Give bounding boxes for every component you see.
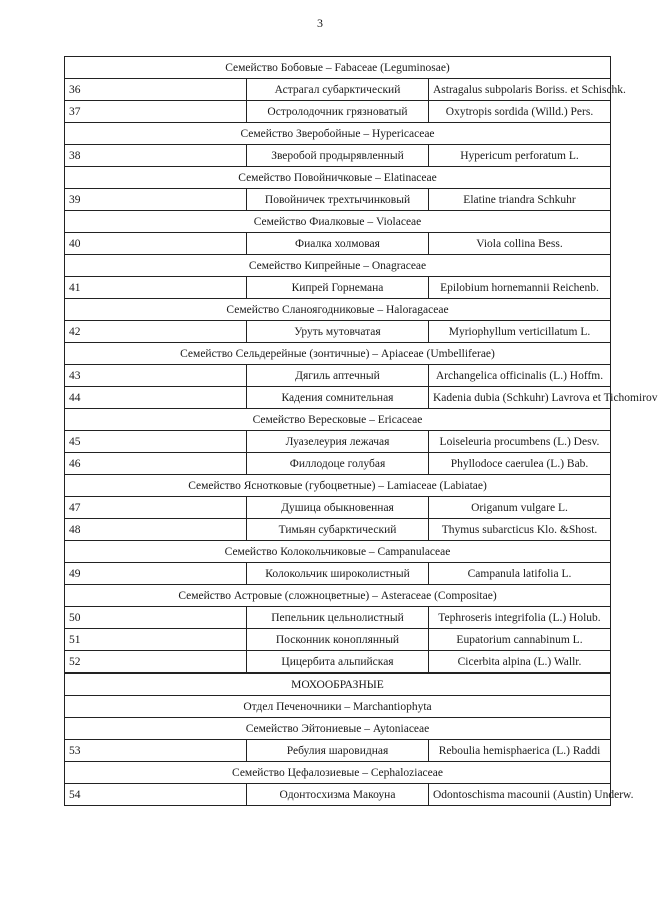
- latin-name: Epilobium hornemannii Reichenb.: [429, 277, 611, 299]
- russian-name: Тимьян субарктический: [247, 519, 429, 541]
- latin-name: Odontoschisma macounii (Austin) Underw.: [429, 784, 611, 806]
- family-row: [65, 57, 611, 79]
- family-heading: Семейство Цефалозиевые – Cephaloziaceae: [65, 762, 611, 784]
- family-row: [65, 255, 611, 277]
- family-row: [65, 211, 611, 233]
- species-row: [65, 387, 611, 409]
- row-number: 42: [65, 321, 247, 343]
- family-heading: Семейство Сланоягодниковые – Haloragaceae: [65, 299, 611, 321]
- russian-name: Филлодоце голубая: [247, 453, 429, 475]
- russian-name: Дягиль аптечный: [247, 365, 429, 387]
- row-number: 48: [65, 519, 247, 541]
- latin-name: Reboulia hemisphaerica (L.) Raddi: [429, 740, 611, 762]
- family-heading: Семейство Эйтониевые – Aytoniaceae: [65, 718, 611, 740]
- row-number: 50: [65, 607, 247, 629]
- row-number: 49: [65, 563, 247, 585]
- family-row: [65, 475, 611, 497]
- latin-name: Viola collina Bess.: [429, 233, 611, 255]
- row-number: 53: [65, 740, 247, 762]
- family-row: [65, 718, 611, 740]
- row-number: 52: [65, 651, 247, 674]
- species-row: [65, 431, 611, 453]
- russian-name: Душица обыкновенная: [247, 497, 429, 519]
- row-number: 36: [65, 79, 247, 101]
- row-number: 47: [65, 497, 247, 519]
- species-row: [65, 740, 611, 762]
- species-row: [65, 519, 611, 541]
- species-row: [65, 629, 611, 651]
- family-heading: Семейство Повойничковые – Elatinaceae: [65, 167, 611, 189]
- family-row: [65, 541, 611, 563]
- row-number: 51: [65, 629, 247, 651]
- latin-name: Elatine triandra Schkuhr: [429, 189, 611, 211]
- division-heading: Отдел Печеночники – Marchantiophyta: [65, 696, 611, 718]
- latin-name: Eupatorium cannabinum L.: [429, 629, 611, 651]
- species-row: [65, 145, 611, 167]
- russian-name: Уруть мутовчатая: [247, 321, 429, 343]
- row-number: 38: [65, 145, 247, 167]
- family-heading: Семейство Зверобойные – Hypericaceae: [65, 123, 611, 145]
- species-row: [65, 607, 611, 629]
- species-row: [65, 365, 611, 387]
- latin-name: Origanum vulgare L.: [429, 497, 611, 519]
- latin-name: Oxytropis sordida (Willd.) Pers.: [429, 101, 611, 123]
- row-number: 54: [65, 784, 247, 806]
- latin-name: Campanula latifolia L.: [429, 563, 611, 585]
- russian-name: Пепельник цельнолистный: [247, 607, 429, 629]
- russian-name: Фиалка холмовая: [247, 233, 429, 255]
- species-row: [65, 233, 611, 255]
- division-heading: МОХООБРАЗНЫЕ: [65, 673, 611, 696]
- division-row: [65, 673, 611, 696]
- species-row: [65, 453, 611, 475]
- russian-name: Колокольчик широколистный: [247, 563, 429, 585]
- latin-name: Loiseleuria procumbens (L.) Desv.: [429, 431, 611, 453]
- family-row: [65, 585, 611, 607]
- species-row: [65, 784, 611, 806]
- russian-name: Остролодочник грязноватый: [247, 101, 429, 123]
- row-number: 45: [65, 431, 247, 453]
- family-row: [65, 299, 611, 321]
- family-heading: Семейство Яснотковые (губоцветные) – Lamiaceae (Labiatae): [65, 475, 611, 497]
- species-row: [65, 101, 611, 123]
- species-row: [65, 277, 611, 299]
- family-heading: Семейство Сельдерейные (зонтичные) – Apiaceae (Umbelliferae): [65, 343, 611, 365]
- russian-name: Кадения сомнительная: [247, 387, 429, 409]
- family-heading: Семейство Астровые (сложноцветные) – Asteraceae (Compositae): [65, 585, 611, 607]
- latin-name: Thymus subarcticus Klo. &Shost.: [429, 519, 611, 541]
- division-row: [65, 696, 611, 718]
- latin-name: Phyllodoce caerulea (L.) Bab.: [429, 453, 611, 475]
- russian-name: Одонтосхизма Макоуна: [247, 784, 429, 806]
- latin-name: Kadenia dubia (Schkuhr) Lavrova et Tichomirov: [429, 387, 611, 409]
- family-heading: Семейство Кипрейные – Onagraceae: [65, 255, 611, 277]
- russian-name: Зверобой продырявленный: [247, 145, 429, 167]
- russian-name: Кипрей Горнемана: [247, 277, 429, 299]
- row-number: 40: [65, 233, 247, 255]
- russian-name: Цицербита альпийская: [247, 651, 429, 674]
- family-row: [65, 167, 611, 189]
- family-heading: Семейство Колокольчиковые – Campanulaceae: [65, 541, 611, 563]
- russian-name: Посконник коноплянный: [247, 629, 429, 651]
- russian-name: Повойничек трехтычинковый: [247, 189, 429, 211]
- latin-name: Cicerbita alpina (L.) Wallr.: [429, 651, 611, 674]
- species-row: [65, 563, 611, 585]
- latin-name: Tephroseris integrifolia (L.) Holub.: [429, 607, 611, 629]
- family-heading: Семейство Фиалковые – Violaceae: [65, 211, 611, 233]
- row-number: 43: [65, 365, 247, 387]
- species-row: [65, 651, 611, 674]
- species-row: [65, 189, 611, 211]
- family-heading: Семейство Вересковые – Ericaceae: [65, 409, 611, 431]
- row-number: 46: [65, 453, 247, 475]
- row-number: 37: [65, 101, 247, 123]
- species-row: [65, 79, 611, 101]
- species-table: [64, 56, 658, 806]
- row-number: 41: [65, 277, 247, 299]
- row-number: 44: [65, 387, 247, 409]
- species-table-body: [65, 57, 658, 806]
- family-heading: Семейство Бобовые – Fabaceae (Leguminosae): [65, 57, 611, 79]
- latin-name: Myriophyllum verticillatum L.: [429, 321, 611, 343]
- russian-name: Астрагал субарктический: [247, 79, 429, 101]
- latin-name: Archangelica officinalis (L.) Hoffm.: [429, 365, 611, 387]
- russian-name: Ребулия шаровидная: [247, 740, 429, 762]
- page-number: 3: [317, 16, 323, 30]
- family-row: [65, 123, 611, 145]
- species-row: [65, 497, 611, 519]
- row-number: 39: [65, 189, 247, 211]
- species-row: [65, 321, 611, 343]
- family-row: [65, 409, 611, 431]
- russian-name: Луазелеурия лежачая: [247, 431, 429, 453]
- latin-name: Astragalus subpolaris Boriss. et Schischk.: [429, 79, 611, 101]
- family-row: [65, 343, 611, 365]
- family-row: [65, 762, 611, 784]
- latin-name: Hypericum perforatum L.: [429, 145, 611, 167]
